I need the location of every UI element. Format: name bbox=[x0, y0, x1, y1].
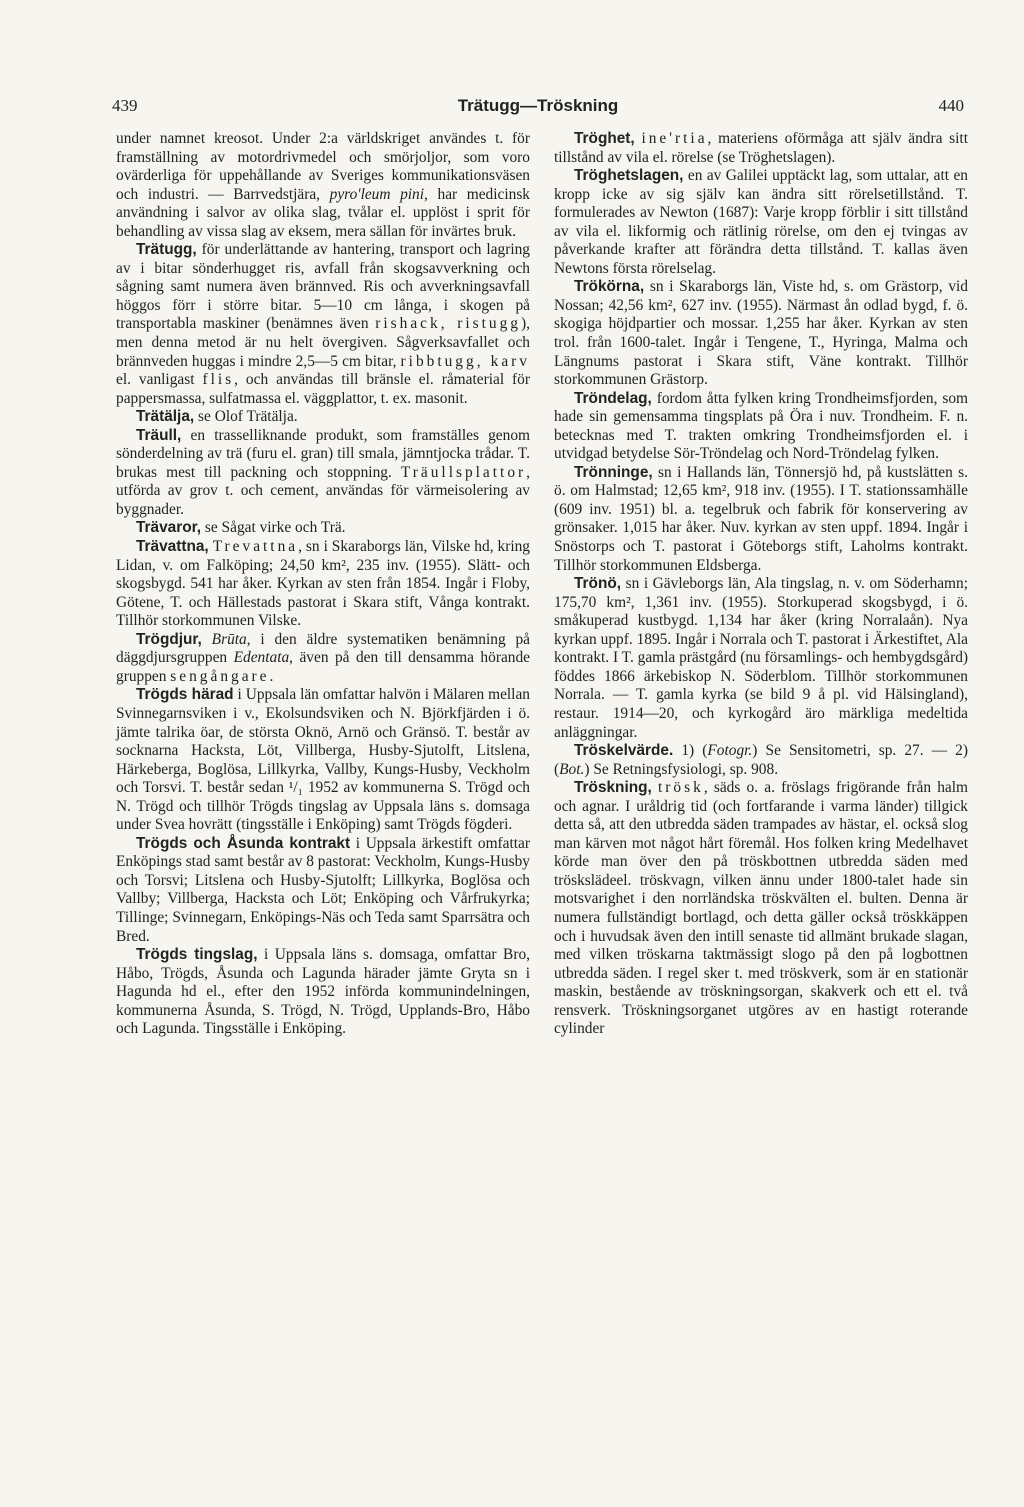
headword: Trögds tingslag, bbox=[136, 946, 258, 964]
entry-troskning: Tröskning, trösk, säds o. a. fröslags frigörande från halm och agnar. I uråldrig tid (och fortfarande i varma länder) tillgick detta så, att den utbredda säden trampades av hästar, el. också slog man kärven mot något hårt föremål. Hos folken kring Medelhavet körde man över den på tröskbottnen utbredda säden med tröskslädeel. tröskvagn, vilken ännu under 1800-talet hade sin motsvarighet i den norrländska tröskvälten el. bulten. Denna är numera fullständigt bortlagd, och detta gäller också tröskkäppen och i huvudsak även den intill senaste tid allmänt brukade slagan, med vilken tröskarna taktmässigt slogo på den på logbottnen utbredda säden. I regel sker t. med tröskverk, som är en stationär maskin, bestående av tröskningsorgan, skakverk och ett el. två rensverk. Tröskningsorganet utgöres av en hastigt roterande cylinder bbox=[554, 779, 968, 1038]
headword: Tröghetslagen, bbox=[574, 167, 684, 185]
entry-trogdjur: Trögdjur, Brūta, i den äldre systematiken benämning på däggdjursgruppen Edentata, även på den till densamma hörande gruppen sengångare. bbox=[116, 630, 530, 685]
running-title: Trätugg—Tröskning bbox=[457, 96, 619, 115]
entry-trogds-tingslag: Trögds tingslag, i Uppsala läns s. domsaga, omfattar Bro, Håbo, Trögds, Åsunda och Lagunda härader jämte Gryta sn i Hagunda hd el., efter den 1952 införda kommunindelningen, kommunerna Åsunda, S. Trögd, N. Trögd, Upplands-Bro, Håbo och Lagunda. Tingsställe i Enköping. bbox=[116, 946, 530, 1038]
headword: Trävattna, bbox=[136, 538, 209, 556]
entry-continued: under namnet kreosot. Under 2:a världskriget användes t. för framställning av motordrivmedel och smörjoljor, som voro ovärderliga för uppehållande av Sveriges kommunikationsväsen och industri. — Barrvedstjära, pyro'leum pini, har medicinsk användning i salvor av olika slag, tvålar el. upplöst i sprit för behandling av vissa slag av eksem, mera sällan för invärtes bruk. bbox=[116, 130, 531, 240]
entry-trono: Trönö, sn i Gävleborgs län, Ala tingslag, n. v. om Söderhamn; 175,70 km², 1,361 inv. (1955). Storkuperad skogsbygd, i ö. småkuperad kustbygd. 1,134 har åker (kring Norralaån). Nya kyrkan uppf. 1895. Ingår i Norrala och T. pastorat i Ärkestiftet, Ala kontrakt. I T. gamla prästgård (nu församlings- och hembygdsgård) föddes 1866 ärkebiskop N. Söderblom. Tillhör storkommunen Norrala. — T. gamla kyrka (se bild 9 å pl. vid Hälsingland), restaur. 1914—20, och kyrkogård äro märkliga medeltida anläggningar. bbox=[554, 575, 969, 741]
entry-travattna: Trävattna, Trevattna, sn i Skaraborgs län, Vilske hd, kring Lidan, v. om Falköping; 24,50 km², 235 inv. (1955). Slätt- och skogsbygd. 541 har åker. Kyrkan av sten från 1854. Ingår i Floby, Götene, T. och Hällestads pastorat i Skara stift, Vånga kontrakt. Tillhör storkommunen Vilske. bbox=[116, 538, 530, 630]
entry-tratugg: Trätugg, för underlättande av hantering, transport och lagring av i bitar sönderhugget ris, avfall från skogsavverkning och sågning samt numera även brännved. Ris och avverkningsavfall höggos förr i större bitar. 5—10 cm långa, i skogen på transportabla maskiner (benämnes även rishack, ristugg), men denna metod är nu helt övergiven. Sågverksavfallet och brännveden huggas i mindre 2,5—5 cm bitar, ribbtugg, karv el. vanligast flis, och användas till bränsle el. råmaterial för pappersmassa, sulfatmassa el. väggplattor, t. ex. masonit. bbox=[116, 241, 531, 407]
page-number-left: 439 bbox=[112, 96, 138, 115]
headword: Trävaror, bbox=[136, 519, 202, 537]
entry-trogds-och-asunda-kontrakt: Trögds och Åsunda kontrakt i Uppsala ärkestift omfattar Enköpings stad samt består av 8 pastorat: Veckholm, Kungs-Husby och Torsvi; Litslena och Husby-Sjutolft; Lillkyrka, Boglösa och Vallby; Villberga, Hacksta och Löt; Enköping och Vårfrukyrka; Tillinge; Svinnegarn, Enköpings-Näs och Teda samt Sparrsätra och Bred. bbox=[116, 834, 530, 945]
entry-trokorna: Trökörna, sn i Skaraborgs län, Viste hd, s. om Grästorp, vid Nossan; 42,56 km², 627 inv. (1955). Närmast ån odlad bygd, f. ö. skogiga höjdpartier och mossar. 1,255 har åker. Kyrkan av sten trol. från 1600-talet. Ingår i Tengene, T., Hyringa, Malma och Längnums pastorat i Skara stift, Väne kontrakt. Tillhör storkommunen Grästorp. bbox=[554, 278, 968, 389]
page-header bbox=[112, 96, 964, 120]
right-column bbox=[554, 130, 968, 1039]
left-column bbox=[116, 130, 530, 1039]
headword: Trökörna, bbox=[574, 278, 645, 296]
entry-traull: Träull, en trasselliknande produkt, som framställes genom sönderdelning av trä (furu el. gran) till smala, jämntjocka trådar. T. brukas mest till packning och stoppning. Träullsplattor, utförda av grov t. och cement, användas för värmeisolering av byggnader. bbox=[116, 426, 530, 518]
entry-travaror: Trävaror, se Sågat virke och Trä. bbox=[136, 519, 346, 537]
headword: Trätälja, bbox=[136, 408, 195, 426]
entry-troghet: Tröghet, ine'rtia, materiens oförmåga att själv ändra sitt tillstånd av vila el. rörelse (se Tröghetslagen). bbox=[554, 130, 968, 166]
headword: Trätugg, bbox=[136, 241, 197, 259]
headword: Trögdjur, bbox=[136, 630, 202, 648]
entry-troghetslagen: Tröghetslagen, en av Galilei upptäckt lag, som uttalar, att en kropp icke av sig själv kan ändra sitt rörelsetillstånd. T. formulerades av Newton (1687): Varje kropp förblir i sitt tillstånd av vila el. likformig och rätlinig rörelse, om den ej tvingas av påverkande krafter att förändra detta tillstånd. T. kallas även Newtons första rörelselag. bbox=[554, 167, 968, 277]
entry-troskelvarde: Tröskelvärde. 1) (Fotogr.) Se Sensitometri, sp. 27. — 2) (Bot.) Se Retningsfysiologi, sp. 908. bbox=[554, 742, 968, 778]
entry-trogds-harad: Trögds härad i Uppsala län omfattar halvön i Mälaren mellan Svinnegarnsviken i v., Ekolsundsviken och N. Björkfjärden i ö. jämte talrika öar, de största Oknö, Arnö och Gränsö. T. består av socknarna Hacksta, Löt, Villberga, Husby-Sjutolft, Litslena, Härkeberga, Boglösa, Lillkyrka, Vallby, Kungs-Husby, Veckholm och Torsvi. T. består sedan ¹/₁ 1952 av kommunerna S. Trögd och N. Trögd och tillhör Trögds tingslag av Uppsala läns s. domsaga under Svea hovrätt (tingsställe i Enköping) samt Trögds fögderi. bbox=[116, 686, 530, 834]
entry-tronninge: Trönninge, sn i Hallands län, Tönnersjö hd, på kustslätten s. ö. om Halmstad; 12,65 km², 918 inv. (1955). I T. stationssamhälle (609 inv. 1951) bl. a. tegelbruk och fabrik för konservering av grönsaker. 1,015 har åker. Nuv. kyrkan av sten uppf. 1894. Ingår i Snöstorps och T. pastorat i Göteborgs stift, Laholms kontrakt. Tillhör storkommunen Eldsberga. bbox=[554, 463, 968, 574]
headword: Tröskelvärde. bbox=[574, 742, 674, 760]
headword: Trögds härad bbox=[136, 686, 234, 704]
headword: Tröghet, bbox=[574, 130, 635, 147]
headword: Trönninge, bbox=[574, 463, 653, 481]
headword: Tröndelag, bbox=[574, 389, 652, 407]
headword: Träull, bbox=[136, 426, 182, 444]
page-number-right: 440 bbox=[938, 96, 964, 115]
headword: Trönö, bbox=[574, 575, 622, 593]
entry-trondelag: Tröndelag, fordom åtta fylken kring Trondheimsfjorden, som hade sin gemensamma tingsplats på Öra i nuv. Trondheim. F. n. betecknas med T. trakten omkring Trondheimsfjorden el. i utvidgad betydelse Sör-Tröndelag och Nord-Tröndelag fylken. bbox=[554, 389, 968, 463]
entry-tratalja: Trätälja, se Olof Trätälja. bbox=[136, 408, 298, 426]
headword: Trögds och Åsunda kontrakt bbox=[136, 834, 351, 852]
headword: Tröskning, bbox=[574, 779, 652, 797]
